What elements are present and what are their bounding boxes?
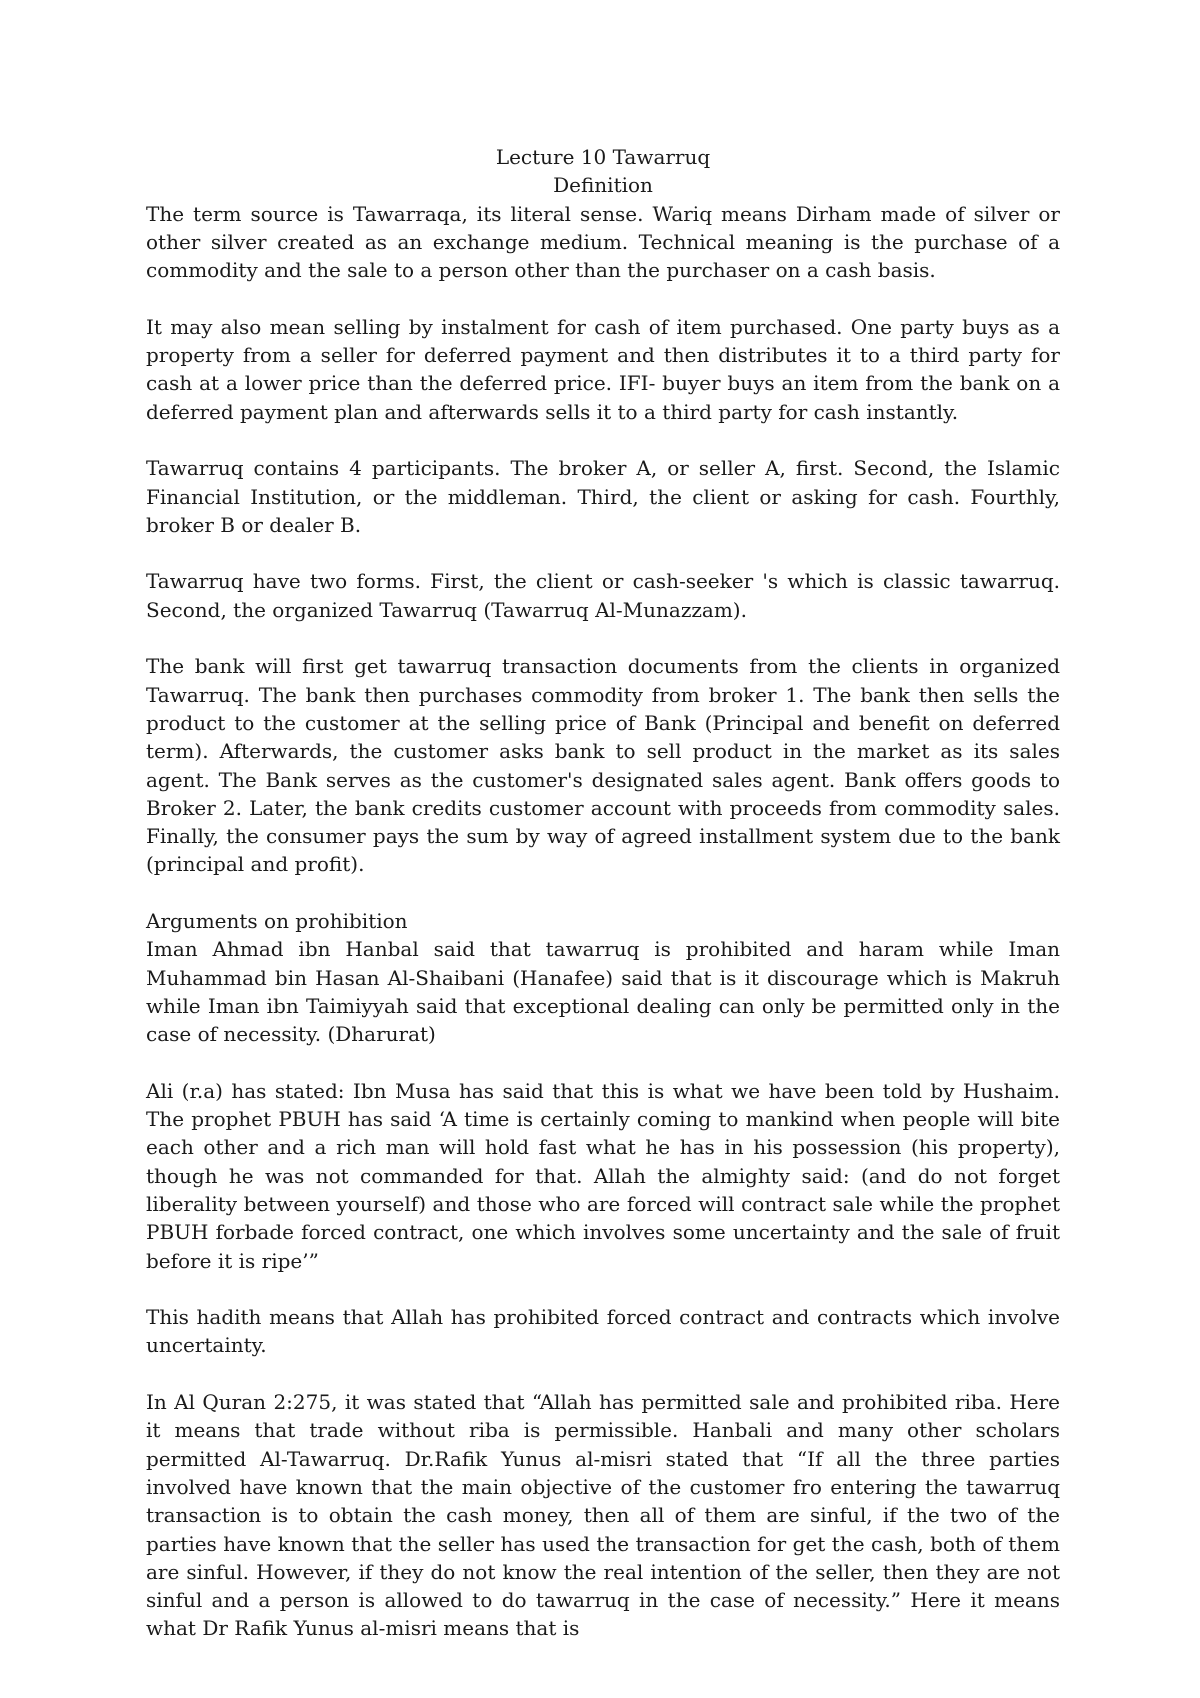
document-page (146, 143, 1060, 1643)
section-heading-arguments: Arguments on prohibition (146, 909, 408, 934)
paragraph-organized-tawarruq: The bank will first get tawarruq transaction documents from the clients in organized Tawarruq. The bank then purchases commodity from broker 1. The bank then sells the product to the customer at the selling price of Bank (Principal and benefit on deferred term). Afterwards, the customer asks bank to sell product in the market as its sales agent. The Bank serves as the customer's designated sales agent. Bank offers goods to Broker 2. Later, the bank credits customer account with proceeds from commodity sales. Finally, the consumer pays the sum by way of agreed installment system due to the bank (principal and profit). (146, 654, 1060, 877)
paragraph-forms: Tawarruq have two forms. First, the client or cash-seeker 's which is classic tawarruq. Second, the organized Tawarruq (Tawarruq Al-Munazzam). (146, 569, 1060, 622)
paragraph-participants: Tawarruq contains 4 participants. The broker A, or seller A, first. Second, the Islamic Financial Institution, or the middleman. Third, the client or asking for cash. Fourthly, broker B or dealer B. (146, 456, 1060, 537)
section-heading-definition: Definition (553, 173, 653, 198)
paragraph-definition: The term source is Tawarraqa, its literal sense. Wariq means Dirham made of silver or other silver created as an exchange medium. Technical meaning is the purchase of a commodity and the sale to a person other than the purchaser on a cash basis. (146, 201, 1060, 283)
paragraph-instalment: It may also mean selling by instalment for cash of item purchased. One party buys as a property from a seller for deferred payment and then distributes it to a third party for cash at a lower price than the deferred price. IFI- buyer buys an item from the bank on a deferred payment plan and afterwards sells it to a third party for cash instantly. (146, 314, 1060, 424)
title-block (146, 143, 1060, 200)
paragraph-hadith-meaning: This hadith means that Allah has prohibited forced contract and contracts which involve uncertainty. (146, 1305, 1060, 1358)
paragraph-scholars-views: Iman Ahmad ibn Hanbal said that tawarruq is prohibited and haram while Iman Muhammad bin Hasan Al-Shaibani (Hanafee) said that is it discourage which is Makruh while Iman ibn Taimiyyah said that exceptional dealing can only be permitted only in the case of necessity. (Dharurat) (146, 937, 1060, 1047)
paragraph-hadith: Ali (r.a) has stated: Ibn Musa has said that this is what we have been told by Hushaim. The prophet PBUH has said ‘A time is certainly coming to mankind when people will bite each other and a rich man will hold fast what he has in his possession (his property), though he was not commanded for that. Allah the almighty said: (and do not forget liberality between yourself) and those who are forced will contract sale while the prophet PBUH forbade forced contract, one which involves some uncertainty and the sale of fruit before it is ripe’” (146, 1078, 1060, 1273)
lecture-title: Lecture 10 Tawarruq (495, 145, 711, 169)
paragraph-quran: In Al Quran 2:275, it was stated that “Allah has permitted sale and prohibited riba. Here it means that trade without riba is permissible. Hanbali and many other scholars permitted Al-Tawarruq. Dr.Rafik Yunus al-misri stated that “If all the three parties involved have known that the main objective of the customer fro entering the tawarruq transaction is to obtain the cash money, then all of them are sinful, if the two of the parties have known that the seller has used the transaction for get the cash, both of them are sinful. However, if they do not know the real intention of the seller, then they are not sinful and a person is allowed to do tawarruq in the case of necessity.” Here it means what Dr Rafik Yunus al-misri means that is (146, 1390, 1060, 1641)
